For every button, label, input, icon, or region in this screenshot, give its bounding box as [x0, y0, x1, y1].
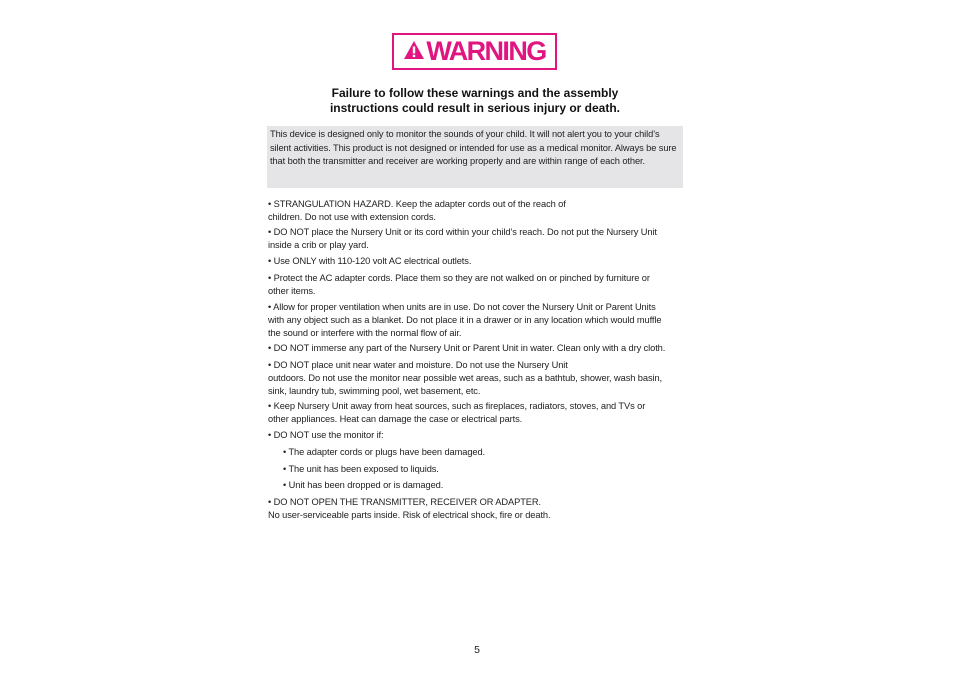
- warning-item-ventilation: • Allow for proper ventilation when units are in use. Do not cover the Nursery Unit or Parent Units with any object such as a blanket. Do not place it in a drawer or in any location which would muffle the sound or interfere with the normal flow of air.: [268, 302, 662, 338]
- warning-item-voltage: • Use ONLY with 110-120 volt AC electrical outlets.: [268, 256, 472, 266]
- warning-banner: [392, 33, 557, 70]
- monitor-notice-box: [267, 126, 683, 188]
- condition-item-liquids: • The unit has been exposed to liquids.: [283, 464, 439, 474]
- warning-item-do-not-open: • DO NOT OPEN THE TRANSMITTER, RECEIVER OR ADAPTER. No user-serviceable parts inside. Risk of electrical shock, fire or death.: [268, 497, 551, 520]
- condition-item-dropped: • Unit has been dropped or is damaged.: [283, 480, 444, 490]
- warning-item-do-not-use: • DO NOT use the monitor if:: [268, 430, 384, 440]
- warning-item-strangulation: • STRANGULATION HAZARD. Keep the adapter cords out of the reach of children. Do not use with extension cords.: [268, 199, 566, 222]
- condition-item-cords: • The adapter cords or plugs have been damaged.: [283, 447, 486, 457]
- subheading-line-1: Failure to follow these warnings and the assembly: [331, 86, 619, 100]
- warning-item-adapter-cords: • Protect the AC adapter cords. Place them so they are not walked on or pinched by furniture or other items.: [268, 273, 650, 296]
- warning-subheading: [267, 86, 683, 115]
- monitor-notice-text: This device is designed only to monitor the sounds of your child. It will not alert you to your child’s silent activities. This product is not designed or intended for use as a medical monitor. Always be sure that both the transmitter and receiver are working properly and are within range of each other.: [270, 129, 677, 166]
- warning-title: WARNING: [426, 36, 546, 66]
- warning-item-heat: • Keep Nursery Unit away from heat sources, such as fireplaces, radiators, stoves, and TVs or other appliances. Heat can damage the case or electrical parts.: [268, 401, 646, 424]
- exclamation-triangle-icon: [403, 39, 426, 65]
- page-number: 5: [474, 644, 480, 656]
- warning-item-immerse: • DO NOT immerse any part of the Nursery Unit or Parent Unit in water. Clean only with a dry cloth.: [268, 343, 666, 353]
- warning-item-water: • DO NOT place unit near water and moisture. Do not use the Nursery Unit outdoors. Do not use the monitor near possible wet areas, such as a bathtub, shower, wash basin, sink, laundry tub, swimming pool, wet basement, etc.: [268, 360, 663, 396]
- subheading-line-2: instructions could result in serious injury or death.: [329, 100, 621, 115]
- warning-item-reach: • DO NOT place the Nursery Unit or its cord within your child’s reach. Do not put the Nursery Unit inside a crib or play yard.: [268, 227, 657, 250]
